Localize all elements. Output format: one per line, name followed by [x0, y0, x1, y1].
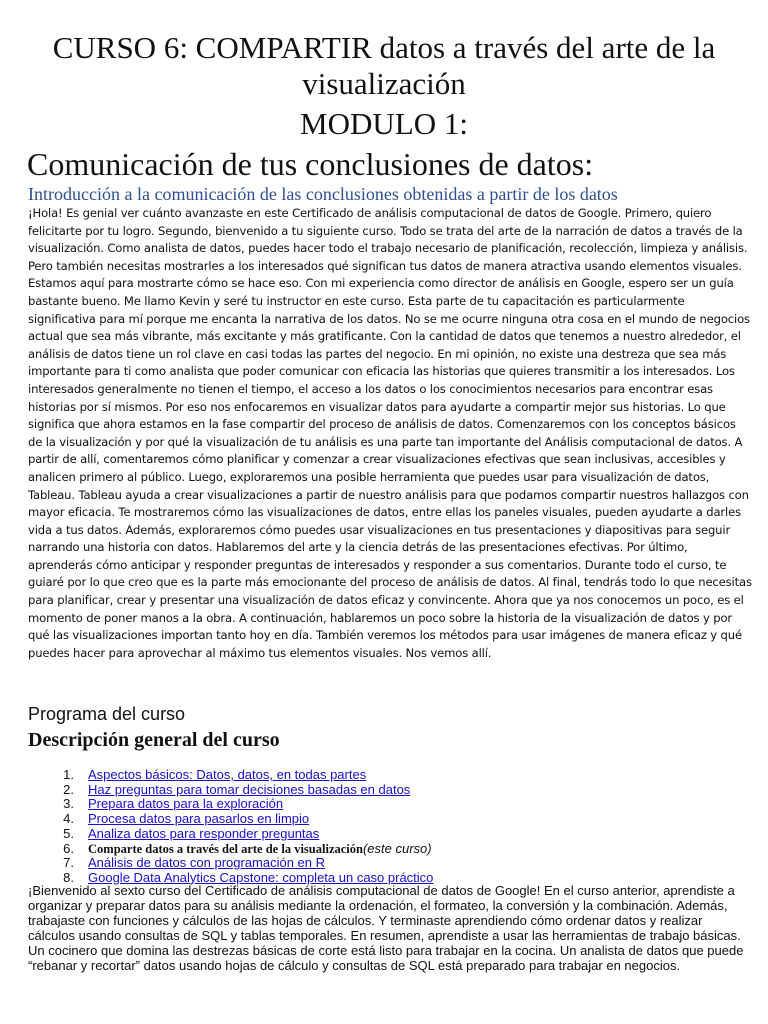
list-item — [30, 856, 433, 871]
welcome-paragraph: ¡Bienvenido al sexto curso del Certificado de análisis computacional de datos de Google! En el curso anterior, aprendiste a organizar y preparar datos para su análisis mediante la ordenación, el formateo, la conversión y la combinación. Además, trabajaste con funciones y cálculos de las hojas de cálculos. Y terminaste aprendiendo cómo ordenar datos y realizar cálculos usando consultas de SQL y tablas temporales. En resumen, aprendiste a usar las herramientas de trabajo básicas. Un cocinero que domina las destrezas básicas de corte está listo para trabajar en la cocina. Un analista de datos que puede “rebanar y recortar” datos usando hojas de cálculo y consultas de SQL está preparado para trabajar en negocios. — [28, 883, 744, 973]
section-heading: Comunicación de tus conclusiones de datos: — [27, 146, 594, 182]
section-subheading: Introducción a la comunicación de las conclusiones obtenidas a partir de los datos — [28, 184, 618, 204]
list-item — [30, 812, 433, 827]
course-link-1[interactable]: Aspectos básicos: Datos, datos, en todas partes — [88, 767, 367, 782]
list-number: 2. — [63, 781, 74, 797]
list-number: 6. — [63, 840, 74, 856]
course-title: CURSO 6: COMPARTIR datos a través del arte de la visualización — [52, 30, 716, 101]
list-item — [30, 827, 433, 842]
module-title: MODULO 1: — [300, 106, 468, 141]
list-number: 4. — [63, 811, 74, 827]
course-link-7[interactable]: Análisis de datos con programación en R — [88, 855, 326, 871]
list-number: 7. — [63, 855, 74, 871]
list-item — [30, 842, 433, 857]
list-item — [30, 768, 433, 783]
current-course-note: (este curso) — [362, 840, 432, 856]
course-list — [30, 768, 433, 886]
list-item — [30, 783, 433, 798]
course-link-4[interactable]: Procesa datos para pasarlos en limpio — [88, 811, 310, 827]
list-number: 5. — [63, 825, 74, 841]
current-course-label: Comparte datos a través del arte de la visualización — [88, 841, 363, 856]
intro-paragraph: ¡Hola! Es genial ver cuánto avanzaste en este Certificado de análisis computacional de datos de Google. Primero, quiero felicitarte por tu logro. Segundo, bienvenido a tu siguiente curso. Todo se trata del arte de la narración de datos a través de la visualización. Como analista de datos, puedes hacer todo el trabajo necesario de planificación, recolección, limpieza y análisis. Pero también necesitas mostrarles a los interesados qué significan tus datos de manera atractiva usando elementos visuales. Estamos aquí para mostrarte cómo se hace eso. Con mi experiencia como director de análisis en Google, espero ser un guía bastante bueno. Me llamo Kevin y seré tu instructor en este curso. Esta parte de tu capacitación es particularmente significativa para mí porque me encanta la narrativa de los datos. No se me ocurre ninguna otra cosa en el mundo de negocios actual que sea más vibrante, más excitante y más gratificante. Con la cantidad de datos que tenemos a nuestro alrededor, el análisis de datos tiene un rol clave en casi todas las partes del negocio. En mi opinión, no existe una destreza que sea más importante para ti como analista que poder comunicar con eficacia las historias que quieres transmitir a los interesados. Los interesados generalmente no tienen el tiempo, el acceso a los datos o los conocimientos necesarios para encontrar esas historias por sí mismos. Por eso nos enfocaremos en visualizar datos para ayudarte a compartir mejor sus historias. Lo que significa que ahora estamos en la fase compartir del proceso de análisis de datos. Comenzaremos con los conceptos básicos de la visualización y por qué la visualización de tu análisis es una parte tan importante del Análisis computacional de datos. A partir de allí, comentaremos cómo planificar y comenzar a crear visualizaciones efectivas que sean inclusivas, accesibles y analicen primero al público. Luego, exploraremos una posible herramienta que puedes usar para visualización de datos, Tableau. Tableau ayuda a crear visualizaciones a partir de nuestro análisis para que podamos compartir nuestros hallazgos con mayor eficacia. Te mostraremos cómo las visualizaciones de datos, entre ellas los paneles visuales, pueden ayudarte a darles vida a tus datos. Además, exploraremos cómo puedes usar visualizaciones en tus presentaciones y diapositivas para seguir narrando una historia con datos. Hablaremos del arte y la ciencia detrás de las presentaciones efectivas. Por último, aprenderás cómo anticipar y responder preguntas de interesados y responder a sus comentarios. Durante todo el curso, te guiaré por lo que creo que es la parte más emocionante del proceso de análisis de datos. Al final, tendrás todo lo que necesitas para planificar, crear y presentar una visualización de datos eficaz y convincente. Ahora que ya nos conocemos un poco, es el momento de poner manos a la obra. A continuación, hablaremos un poco sobre la historia de la visualización de datos y por qué las visualizaciones importan tanto hoy en día. También veremos los métodos para usar imágenes de manera eficaz y qué puedes hacer para aprovechar al máximo tus elementos visuales. Nos vemos allí. — [28, 206, 752, 660]
program-heading: Programa del curso — [28, 704, 186, 724]
course-link-8[interactable]: Google Data Analytics Capstone: completa un caso práctico — [88, 869, 434, 885]
course-link-3[interactable]: Prepara datos para la exploración — [88, 796, 284, 812]
list-number: 3. — [63, 796, 74, 812]
course-link-2[interactable]: Haz preguntas para tomar decisiones basadas en datos — [88, 781, 411, 797]
course-link-5[interactable]: Analiza datos para responder preguntas — [88, 825, 320, 841]
program-subheading: Descripción general del curso — [28, 729, 280, 751]
list-number: 1. — [63, 767, 74, 782]
list-item — [30, 797, 433, 812]
list-number: 8. — [63, 869, 74, 885]
